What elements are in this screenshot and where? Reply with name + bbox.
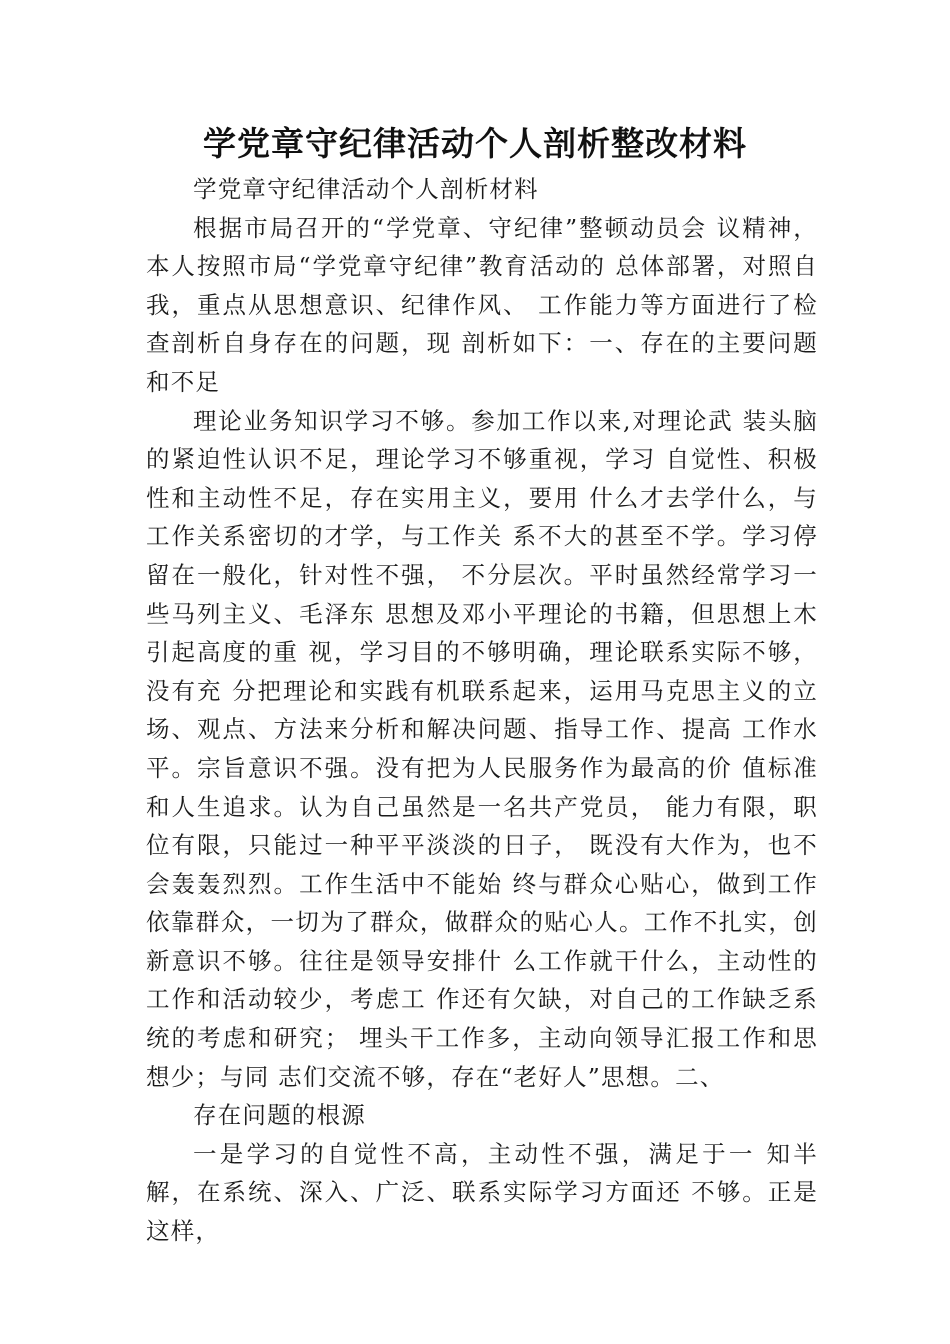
subtitle-paragraph: 学党章守纪律活动个人剖析材料 — [193, 175, 539, 203]
root-causes-paragraph: 一是学习的自觉性不高，主动性不强，满足于一 知半解，在系统、深入、广泛、联系实际学习方面还 不够。正是这样， — [146, 1139, 818, 1246]
intro-paragraph: 根据市局召开的“学党章、守纪律”整顿动员会 议精神，本人按照市局“学党章守纪律”教育活动的 总体部署，对照自我，重点从思想意识、纪律作风、 工作能力等方面进行了检查剖析自身存在的问题，现 剖析如下：一、存在的主要问题和不足 — [146, 213, 818, 396]
section-heading-root-causes: 存在问题的根源 — [193, 1101, 366, 1130]
document-body — [146, 170, 818, 1251]
problems-paragraph: 理论业务知识学习不够。参加工作以来,对理论武 装头脑的紧迫性认识不足，理论学习不够重视，学习 自觉性、积极性和主动性不足，存在实用主义，要用 什么才去学什么，与工作关系密切的才学，与工作关 系不大的甚至不学。学习停留在一般化，针对性不强， 不分层次。平时虽然经常学习一些马列主义、毛泽东 思想及邓小平理论的书籍，但思想上木引起高度的重 视，学习目的不够明确，理论联系实际不够，没有充 分把理论和实践有机联系起来，运用马克思主义的立 场、观点、方法来分析和解决问题、指导工作、提高 工作水平。宗旨意识不强。没有把为人民服务作为最高的价 值标准和人生追求。认为自己虽然是一名共产党员， 能力有限，职位有限，只能过一种平平淡淡的日子， 既没有大作为，也不会轰轰烈烈。工作生活中不能始 终与群众心贴心，做到工作依靠群众，一切为了群众，做群众的贴心人。工作不扎实，创新意识不够。往往是领导安排什 么工作就干什么，主动性的工作和活动较少，考虑工 作还有欠缺，对自己的工作缺乏系统的考虑和研究； 埋头干工作多，主动向领导汇报工作和思想少；与同 志们交流不够，存在“老好人”思想。二、 — [146, 406, 818, 1091]
document-title: 学党章守纪律活动个人剖析整改材料 — [203, 124, 747, 163]
